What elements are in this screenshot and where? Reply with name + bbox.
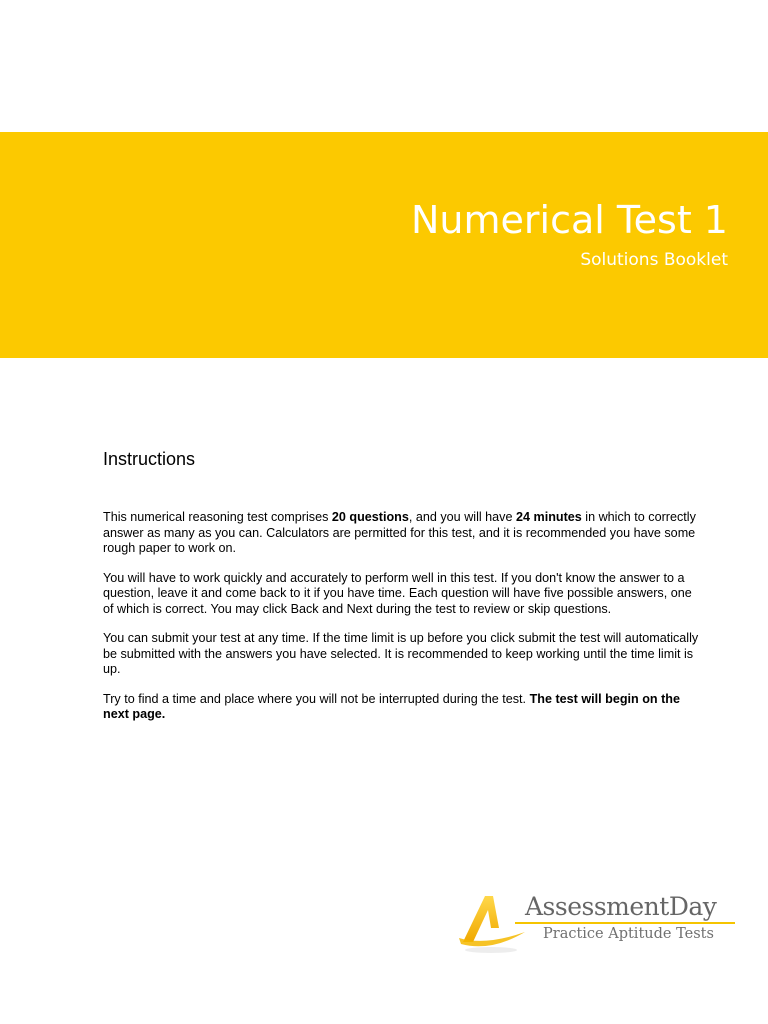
instructions-paragraph-4: [103, 692, 703, 723]
assessmentday-logo: [455, 888, 745, 958]
paragraph-text: Try to find a time and place where you will not be interrupted during the test.: [103, 691, 530, 706]
paragraph-text: in which to correctly answer as many as you can. Calculators are permitted for this test, and it is recommended you have some rough paper to work on.: [103, 510, 696, 555]
time-limit: 24 minutes: [515, 510, 582, 524]
page-title: Numerical Test 1: [411, 198, 728, 242]
instructions-heading: Instructions: [103, 449, 196, 469]
question-count: 20 questions: [331, 510, 409, 524]
paragraph-text: This numerical reasoning test comprises: [103, 510, 332, 524]
logo-name: AssessmentDay: [525, 892, 717, 921]
logo-underline-swoosh: [515, 922, 735, 924]
instructions-paragraph-2: You will have to work quickly and accurately to perform well in this test. If you don't know the answer to a question, leave it and come back to it if you have time. Each question will have five possible answers, one of which is correct. You may click Back and Next during the test to review or skip questions.: [103, 570, 692, 616]
instructions-section: [103, 448, 703, 737]
instructions-paragraph-1: [103, 510, 703, 557]
instructions-paragraph-3: You can submit your test at any time. If the time limit is up before you click submit the test will automatically be submitted with the answers you have selected. It is recommended to keep working until the time limit is up.: [103, 631, 699, 676]
title-banner: [0, 132, 768, 358]
logo-tagline: Practice Aptitude Tests: [543, 926, 714, 942]
next-page-note: The test will begin on the next page.: [103, 691, 680, 721]
paragraph-text: , and you will have: [408, 510, 516, 524]
page-subtitle: Solutions Booklet: [580, 250, 728, 270]
